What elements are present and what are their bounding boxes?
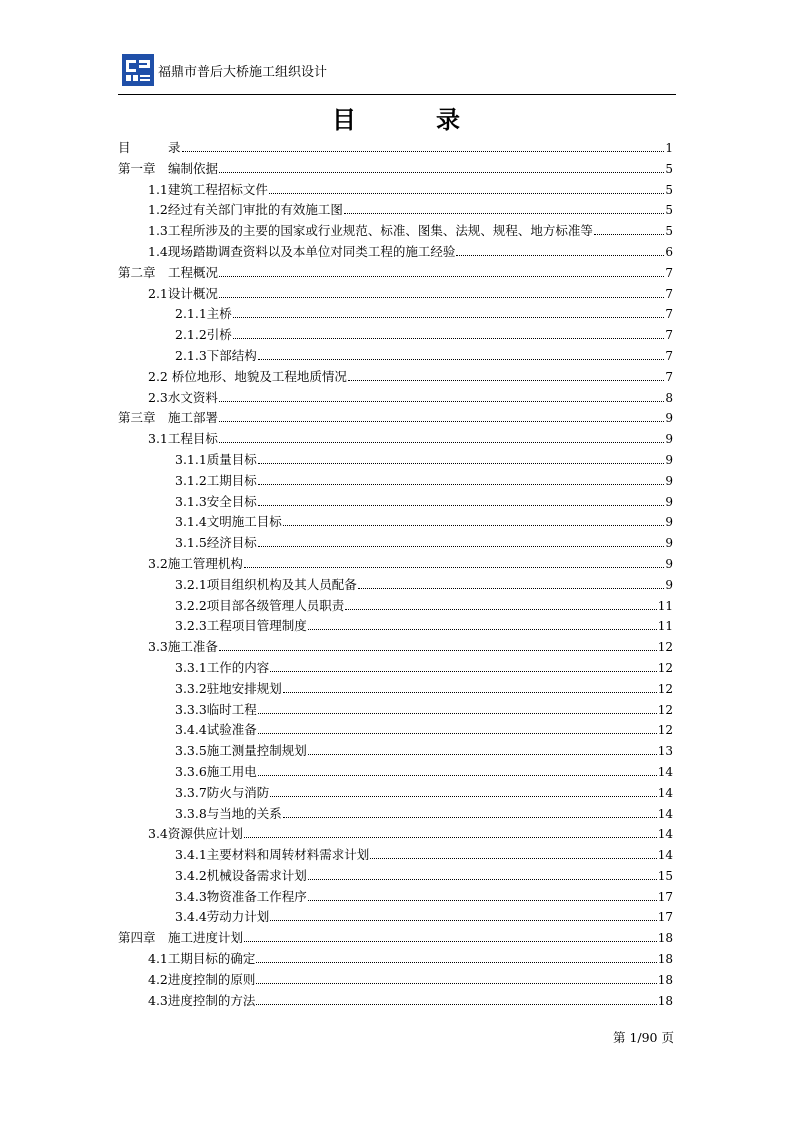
- toc-entry[interactable]: [118, 159, 673, 180]
- toc-dot-leader: [219, 264, 664, 277]
- toc-entry-page: 9: [665, 411, 673, 426]
- toc-entry[interactable]: [118, 866, 673, 887]
- toc-entry-page: 9: [665, 473, 673, 488]
- toc-entry-label: 3.1.5经济目标: [175, 535, 257, 551]
- toc-dot-leader: [270, 659, 656, 672]
- toc-dot-leader: [219, 638, 657, 651]
- toc-entry[interactable]: [118, 304, 673, 325]
- toc-dot-leader: [258, 534, 665, 547]
- toc-entry-label: 1.2经过有关部门审批的有效施工图: [148, 202, 343, 218]
- toc-entry-label: 目 录: [118, 140, 181, 155]
- toc-entry-label: 2.3水文资料: [148, 389, 218, 405]
- toc-entry-page: 9: [665, 494, 673, 509]
- toc-dot-leader: [244, 555, 664, 568]
- toc-entry-label: 第四章 施工进度计划: [118, 930, 244, 946]
- toc-entry-label: 3.1.1质量目标: [175, 451, 257, 467]
- toc-entry[interactable]: [118, 429, 673, 450]
- toc-dot-leader: [283, 680, 657, 693]
- toc-entry[interactable]: [118, 471, 673, 492]
- toc-entry-label: 2.1.3下部结构: [175, 347, 257, 363]
- toc-entry[interactable]: [118, 200, 673, 221]
- toc-entry[interactable]: [118, 991, 673, 1012]
- toc-entry[interactable]: [118, 367, 673, 388]
- toc-entry-label: 2.1.1主桥: [175, 306, 232, 322]
- toc-entry[interactable]: [118, 741, 673, 762]
- toc-entry-page: 15: [657, 868, 673, 883]
- toc-entry-page: 11: [657, 619, 673, 634]
- toc-entry-page: 17: [657, 889, 673, 904]
- toc-entry-label: 3.3.8与当地的关系: [175, 805, 282, 821]
- toc-entry-page: 5: [665, 224, 673, 239]
- toc-entry-page: 7: [665, 369, 673, 384]
- toc-entry-page: 18: [657, 931, 673, 946]
- toc-dot-leader: [283, 513, 665, 526]
- toc-dot-leader: [219, 409, 664, 422]
- toc-entry[interactable]: [118, 596, 673, 617]
- toc-entry-page: 6: [665, 244, 673, 259]
- toc-entry-page: 17: [657, 910, 673, 925]
- toc-dot-leader: [233, 326, 665, 339]
- toc-entry-label: 3.4资源供应计划: [148, 826, 243, 842]
- toc-entry-page: 7: [665, 307, 673, 322]
- toc-dot-leader: [308, 888, 657, 901]
- toc-entry[interactable]: [118, 970, 673, 991]
- toc-dot-leader: [256, 992, 656, 1005]
- toc-entry[interactable]: [118, 533, 673, 554]
- toc-entry-label: 3.1.4文明施工目标: [175, 514, 282, 530]
- toc-entry[interactable]: [118, 824, 673, 845]
- table-of-contents: [118, 138, 673, 1011]
- toc-entry[interactable]: [118, 450, 673, 471]
- toc-dot-leader: [258, 347, 665, 360]
- toc-entry[interactable]: [118, 804, 673, 825]
- toc-dot-leader: [233, 305, 665, 318]
- toc-entry[interactable]: [118, 138, 673, 159]
- toc-entry-page: 5: [665, 203, 673, 218]
- toc-entry-label: 第一章 编制依据: [118, 160, 219, 176]
- toc-entry[interactable]: [118, 845, 673, 866]
- toc-dot-leader: [256, 950, 656, 963]
- toc-entry-label: 2.1设计概况: [148, 285, 218, 301]
- toc-entry-page: 14: [657, 785, 673, 800]
- page-header: [118, 48, 676, 95]
- toc-entry-page: 5: [665, 161, 673, 176]
- toc-dot-leader: [594, 222, 664, 235]
- toc-entry-label: 3.4.2机械设备需求计划: [175, 867, 307, 883]
- toc-dot-leader: [269, 181, 664, 194]
- toc-dot-leader: [258, 701, 657, 714]
- toc-entry-page: 7: [665, 286, 673, 301]
- toc-entry-label: 1.4现场踏勘调查资料以及本单位对同类工程的施工经验: [148, 243, 456, 259]
- toc-dot-leader: [182, 139, 665, 152]
- toc-dot-leader: [258, 472, 665, 485]
- toc-entry[interactable]: [118, 679, 673, 700]
- toc-entry-page: 7: [665, 348, 673, 363]
- toc-entry-label: 2.2 桥位地形、地貌及工程地质情况: [148, 368, 347, 384]
- toc-dot-leader: [345, 597, 656, 610]
- toc-entry-label: 3.1.3安全目标: [175, 493, 257, 509]
- toc-entry-page: 9: [665, 536, 673, 551]
- toc-entry[interactable]: [118, 263, 673, 284]
- toc-entry[interactable]: [118, 221, 673, 242]
- toc-entry[interactable]: [118, 408, 673, 429]
- toc-entry-page: 9: [665, 577, 673, 592]
- toc-entry-page: 11: [657, 598, 673, 613]
- toc-entry-page: 18: [657, 952, 673, 967]
- toc-entry-label: 3.2施工管理机构: [148, 555, 243, 571]
- toc-dot-leader: [270, 908, 656, 921]
- toc-dot-leader: [256, 971, 656, 984]
- toc-entry-label: 3.4.1主要材料和周转材料需求计划: [175, 847, 370, 863]
- toc-entry-page: 7: [665, 328, 673, 343]
- toc-entry-page: 14: [657, 848, 673, 863]
- toc-entry-label: 1.3工程所涉及的主要的国家或行业规范、标准、图集、法规、规程、地方标准等: [148, 223, 593, 239]
- toc-entry-label: 3.4.4劳动力计划: [175, 909, 270, 925]
- toc-entry-label: 3.3.3临时工程: [175, 701, 257, 717]
- toc-dot-leader: [219, 285, 664, 298]
- toc-dot-leader: [344, 201, 664, 214]
- toc-entry-page: 8: [665, 390, 673, 405]
- toc-entry-page: 12: [657, 681, 673, 696]
- toc-entry-label: 3.3.7防火与消防: [175, 784, 270, 800]
- toc-dot-leader: [219, 389, 664, 402]
- toc-entry[interactable]: [118, 762, 673, 783]
- toc-entry-label: 1.1建筑工程招标文件: [148, 181, 268, 197]
- toc-entry-label: 3.3.6施工用电: [175, 763, 257, 779]
- toc-entry[interactable]: [118, 887, 673, 908]
- toc-entry-label: 3.3.5施工测量控制规划: [175, 743, 307, 759]
- toc-entry-label: 3.1工程目标: [148, 431, 218, 447]
- toc-entry-page: 14: [657, 764, 673, 779]
- toc-entry-label: 3.4.3物资准备工作程序: [175, 888, 307, 904]
- toc-entry[interactable]: [118, 492, 673, 513]
- toc-entry[interactable]: [118, 700, 673, 721]
- company-logo-icon: [122, 54, 154, 86]
- toc-entry-label: 3.2.2项目部各级管理人员职责: [175, 597, 345, 613]
- toc-dot-leader: [219, 160, 664, 173]
- toc-entry[interactable]: [118, 575, 673, 596]
- toc-entry-label: 3.3施工准备: [148, 639, 218, 655]
- toc-dot-leader: [370, 846, 656, 859]
- toc-entry[interactable]: [118, 637, 673, 658]
- toc-entry[interactable]: [118, 284, 673, 305]
- toc-dot-leader: [308, 617, 657, 630]
- toc-entry-page: 13: [657, 744, 673, 759]
- toc-entry[interactable]: [118, 616, 673, 637]
- toc-dot-leader: [258, 721, 657, 734]
- toc-entry-label: 3.4.4试验准备: [175, 722, 257, 738]
- toc-entry-label: 3.2.3工程项目管理制度: [175, 618, 307, 634]
- toc-entry-page: 18: [657, 993, 673, 1008]
- toc-entry[interactable]: [118, 658, 673, 679]
- toc-entry-page: 9: [665, 452, 673, 467]
- toc-dot-leader: [308, 867, 657, 880]
- toc-entry[interactable]: [118, 907, 673, 928]
- toc-dot-leader: [348, 368, 665, 381]
- toc-entry-label: 4.3进度控制的方法: [148, 992, 256, 1008]
- toc-entry-page: 9: [665, 556, 673, 571]
- toc-entry-page: 12: [657, 660, 673, 675]
- toc-entry-page: 18: [657, 972, 673, 987]
- toc-entry-page: 12: [657, 702, 673, 717]
- toc-entry[interactable]: [118, 180, 673, 201]
- toc-entry-label: 2.1.2引桥: [175, 327, 232, 343]
- toc-dot-leader: [219, 430, 664, 443]
- toc-dot-leader: [308, 742, 657, 755]
- toc-entry-label: 4.2进度控制的原则: [148, 971, 256, 987]
- toc-dot-leader: [258, 763, 657, 776]
- toc-entry-page: 12: [657, 723, 673, 738]
- toc-entry-page: 14: [657, 827, 673, 842]
- toc-entry[interactable]: [118, 242, 673, 263]
- toc-entry[interactable]: [118, 512, 673, 533]
- toc-entry-label: 第三章 施工部署: [118, 410, 219, 426]
- toc-dot-leader: [258, 493, 665, 506]
- toc-entry-page: 12: [657, 640, 673, 655]
- toc-entry[interactable]: [118, 949, 673, 970]
- toc-entry-page: 9: [665, 432, 673, 447]
- toc-dot-leader: [244, 929, 657, 942]
- toc-entry-label: 4.1工期目标的确定: [148, 951, 256, 967]
- toc-entry-label: 3.3.1工作的内容: [175, 659, 270, 675]
- toc-entry-page: 7: [665, 265, 673, 280]
- page-title-left: 目: [332, 105, 358, 134]
- header-title: 福鼎市普后大桥施工组织设计: [158, 65, 328, 80]
- toc-entry[interactable]: [118, 388, 673, 409]
- toc-dot-leader: [244, 825, 657, 838]
- toc-entry-label: 3.3.2驻地安排规划: [175, 680, 282, 696]
- toc-entry-page: 5: [665, 182, 673, 197]
- toc-entry-page: 9: [665, 515, 673, 530]
- toc-dot-leader: [258, 451, 665, 464]
- page-title: [0, 100, 794, 135]
- toc-entry-page: 1: [665, 141, 673, 155]
- toc-entry[interactable]: [118, 720, 673, 741]
- toc-dot-leader: [270, 784, 656, 797]
- toc-dot-leader: [358, 576, 665, 589]
- toc-entry-label: 3.1.2工期目标: [175, 472, 257, 488]
- toc-entry[interactable]: [118, 783, 673, 804]
- toc-dot-leader: [283, 805, 657, 818]
- toc-entry[interactable]: [118, 928, 673, 949]
- toc-dot-leader: [456, 243, 664, 256]
- page-title-right: 录: [436, 105, 462, 134]
- toc-entry[interactable]: [118, 325, 673, 346]
- toc-entry[interactable]: [118, 554, 673, 575]
- toc-entry-page: 14: [657, 806, 673, 821]
- toc-entry-label: 3.2.1项目组织机构及其人员配备: [175, 576, 357, 592]
- toc-entry-label: 第二章 工程概况: [118, 264, 219, 280]
- toc-entry[interactable]: [118, 346, 673, 367]
- page-number: 第 1/90 页: [612, 1030, 674, 1045]
